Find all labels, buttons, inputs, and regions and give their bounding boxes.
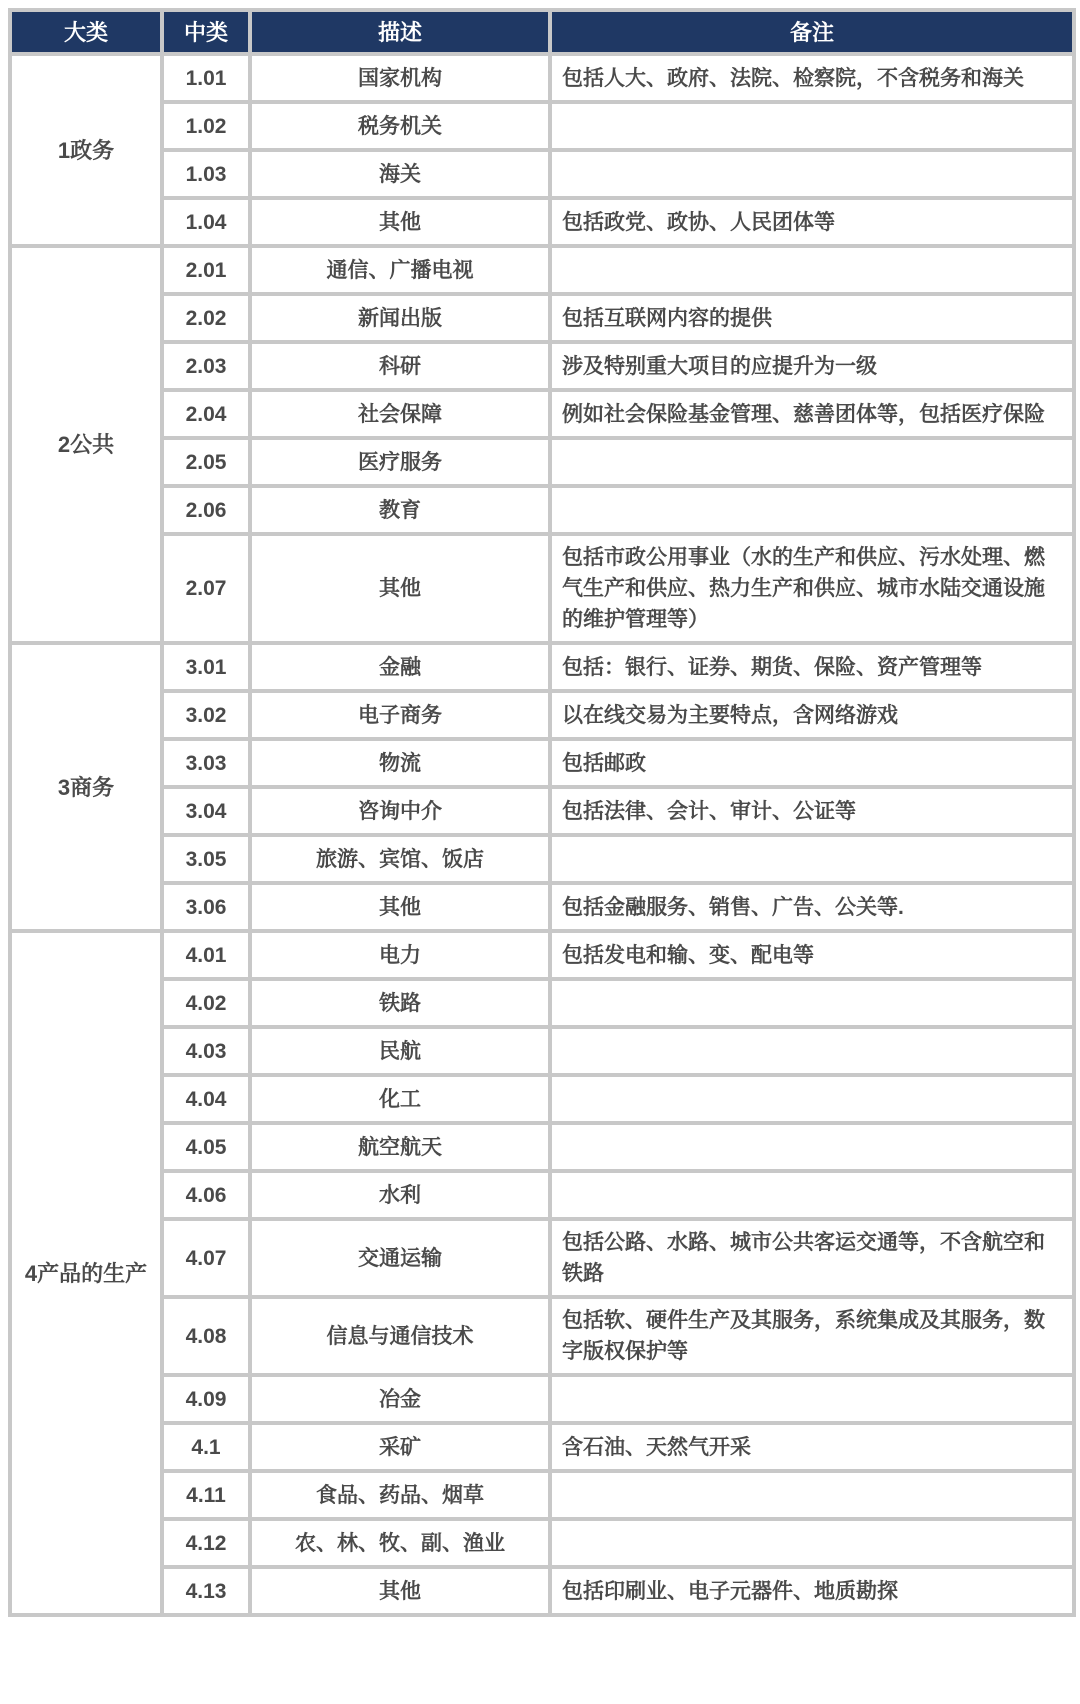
- table-row: [10, 150, 1074, 198]
- note-cell: 涉及特别重大项目的应提升为一级: [550, 342, 1074, 390]
- code-cell: 3.04: [162, 787, 250, 835]
- code-cell: 2.04: [162, 390, 250, 438]
- description-cell: 科研: [250, 342, 550, 390]
- code-cell: 4.02: [162, 979, 250, 1027]
- table-row: [10, 1027, 1074, 1075]
- description-cell: 航空航天: [250, 1123, 550, 1171]
- note-cell: [550, 1027, 1074, 1075]
- table-row: [10, 1423, 1074, 1471]
- note-cell: 包括印刷业、电子元器件、地质勘探: [550, 1567, 1074, 1615]
- table-row: [10, 486, 1074, 534]
- table-row: [10, 1171, 1074, 1219]
- table-row: [10, 1075, 1074, 1123]
- description-cell: 其他: [250, 198, 550, 246]
- note-cell: [550, 1471, 1074, 1519]
- code-cell: 2.03: [162, 342, 250, 390]
- table-row: [10, 1567, 1074, 1615]
- code-cell: 3.05: [162, 835, 250, 883]
- code-cell: 2.07: [162, 534, 250, 643]
- code-cell: 4.04: [162, 1075, 250, 1123]
- note-cell: [550, 1171, 1074, 1219]
- description-cell: 铁路: [250, 979, 550, 1027]
- description-cell: 通信、广播电视: [250, 246, 550, 294]
- table-row: [10, 931, 1074, 979]
- note-cell: 包括发电和输、变、配电等: [550, 931, 1074, 979]
- description-cell: 教育: [250, 486, 550, 534]
- table-row: [10, 198, 1074, 246]
- note-cell: [550, 1123, 1074, 1171]
- table-row: [10, 342, 1074, 390]
- code-cell: 3.02: [162, 691, 250, 739]
- major-category-cell: 2公共: [10, 246, 162, 643]
- description-cell: 交通运输: [250, 1219, 550, 1297]
- code-cell: 4.01: [162, 931, 250, 979]
- note-cell: 包括人大、政府、法院、检察院，不含税务和海关: [550, 54, 1074, 102]
- table-row: [10, 835, 1074, 883]
- code-cell: 4.08: [162, 1297, 250, 1375]
- code-cell: 4.11: [162, 1471, 250, 1519]
- table-row: [10, 1519, 1074, 1567]
- classification-table: [8, 8, 1076, 1617]
- major-category-cell: 3商务: [10, 643, 162, 931]
- table-row: [10, 787, 1074, 835]
- note-cell: [550, 1075, 1074, 1123]
- description-cell: 电子商务: [250, 691, 550, 739]
- table-row: [10, 534, 1074, 643]
- note-cell: [550, 150, 1074, 198]
- code-cell: 3.03: [162, 739, 250, 787]
- note-cell: [550, 486, 1074, 534]
- table-row: [10, 691, 1074, 739]
- header-description: 描述: [250, 10, 550, 54]
- note-cell: 含石油、天然气开采: [550, 1423, 1074, 1471]
- table-row: [10, 739, 1074, 787]
- code-cell: 1.01: [162, 54, 250, 102]
- description-cell: 医疗服务: [250, 438, 550, 486]
- table-row: [10, 246, 1074, 294]
- note-cell: 包括公路、水路、城市公共客运交通等，不含航空和铁路: [550, 1219, 1074, 1297]
- note-cell: [550, 1375, 1074, 1423]
- header-remarks: 备注: [550, 10, 1074, 54]
- description-cell: 咨询中介: [250, 787, 550, 835]
- description-cell: 物流: [250, 739, 550, 787]
- description-cell: 金融: [250, 643, 550, 691]
- description-cell: 新闻出版: [250, 294, 550, 342]
- code-cell: 2.06: [162, 486, 250, 534]
- code-cell: 1.03: [162, 150, 250, 198]
- description-cell: 农、林、牧、副、渔业: [250, 1519, 550, 1567]
- description-cell: 水利: [250, 1171, 550, 1219]
- table-row: [10, 1219, 1074, 1297]
- major-category-cell: 1政务: [10, 54, 162, 246]
- description-cell: 其他: [250, 883, 550, 931]
- description-cell: 其他: [250, 1567, 550, 1615]
- code-cell: 4.03: [162, 1027, 250, 1075]
- table-row: [10, 1297, 1074, 1375]
- table-row: [10, 1375, 1074, 1423]
- note-cell: [550, 1519, 1074, 1567]
- note-cell: [550, 835, 1074, 883]
- code-cell: 4.06: [162, 1171, 250, 1219]
- code-cell: 3.06: [162, 883, 250, 931]
- code-cell: 4.13: [162, 1567, 250, 1615]
- note-cell: [550, 979, 1074, 1027]
- description-cell: 海关: [250, 150, 550, 198]
- description-cell: 食品、药品、烟草: [250, 1471, 550, 1519]
- description-cell: 国家机构: [250, 54, 550, 102]
- table-row: [10, 54, 1074, 102]
- note-cell: 包括软、硬件生产及其服务，系统集成及其服务，数字版权保护等: [550, 1297, 1074, 1375]
- description-cell: 其他: [250, 534, 550, 643]
- note-cell: 包括法律、会计、审计、公证等: [550, 787, 1074, 835]
- table-row: [10, 1471, 1074, 1519]
- note-cell: 包括金融服务、销售、广告、公关等.: [550, 883, 1074, 931]
- note-cell: 包括：银行、证券、期货、保险、资产管理等: [550, 643, 1074, 691]
- description-cell: 化工: [250, 1075, 550, 1123]
- note-cell: 包括邮政: [550, 739, 1074, 787]
- code-cell: 3.01: [162, 643, 250, 691]
- description-cell: 税务机关: [250, 102, 550, 150]
- code-cell: 4.12: [162, 1519, 250, 1567]
- code-cell: 2.02: [162, 294, 250, 342]
- code-cell: 4.07: [162, 1219, 250, 1297]
- note-cell: 以在线交易为主要特点，含网络游戏: [550, 691, 1074, 739]
- major-category-cell: 4产品的生产: [10, 931, 162, 1615]
- header-row: [10, 10, 1074, 54]
- table-row: [10, 390, 1074, 438]
- table-row: [10, 102, 1074, 150]
- code-cell: 2.05: [162, 438, 250, 486]
- table-row: [10, 294, 1074, 342]
- header-major-category: 大类: [10, 10, 162, 54]
- table-row: [10, 438, 1074, 486]
- code-cell: 1.02: [162, 102, 250, 150]
- code-cell: 4.09: [162, 1375, 250, 1423]
- table-row: [10, 979, 1074, 1027]
- code-cell: 2.01: [162, 246, 250, 294]
- description-cell: 采矿: [250, 1423, 550, 1471]
- code-cell: 1.04: [162, 198, 250, 246]
- table-row: [10, 1123, 1074, 1171]
- note-cell: [550, 102, 1074, 150]
- header-middle-category: 中类: [162, 10, 250, 54]
- description-cell: 电力: [250, 931, 550, 979]
- note-cell: [550, 438, 1074, 486]
- description-cell: 民航: [250, 1027, 550, 1075]
- table-row: [10, 643, 1074, 691]
- description-cell: 旅游、宾馆、饭店: [250, 835, 550, 883]
- note-cell: 例如社会保险基金管理、慈善团体等，包括医疗保险: [550, 390, 1074, 438]
- note-cell: 包括政党、政协、人民团体等: [550, 198, 1074, 246]
- description-cell: 冶金: [250, 1375, 550, 1423]
- code-cell: 4.1: [162, 1423, 250, 1471]
- note-cell: 包括市政公用事业（水的生产和供应、污水处理、燃气生产和供应、热力生产和供应、城市水陆交通设施的维护管理等）: [550, 534, 1074, 643]
- note-cell: [550, 246, 1074, 294]
- description-cell: 社会保障: [250, 390, 550, 438]
- code-cell: 4.05: [162, 1123, 250, 1171]
- table-row: [10, 883, 1074, 931]
- note-cell: 包括互联网内容的提供: [550, 294, 1074, 342]
- description-cell: 信息与通信技术: [250, 1297, 550, 1375]
